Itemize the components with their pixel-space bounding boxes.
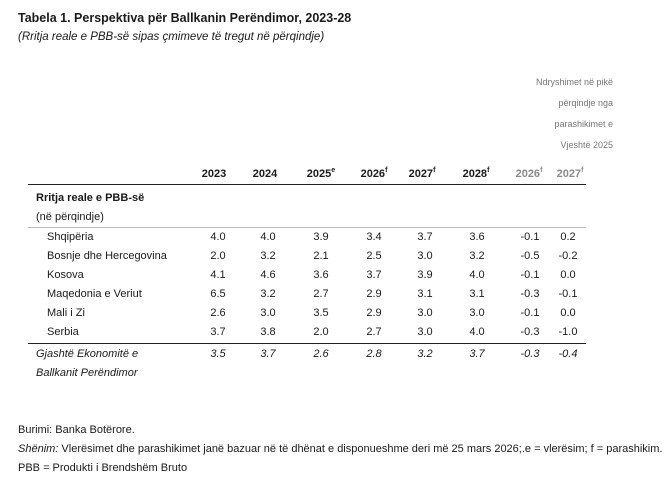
- table-cell: 4.0: [210, 231, 226, 243]
- table-cell: 3.0: [417, 326, 433, 338]
- table-cell: 3.7: [366, 269, 382, 281]
- section-rule: [28, 227, 586, 228]
- table-cell: 6.5: [210, 288, 226, 300]
- table-cell: 3.5: [313, 307, 329, 319]
- table-cell: 2.5: [366, 250, 382, 262]
- table-cell: -0.1: [520, 307, 540, 319]
- table-cell: 4.1: [210, 269, 226, 281]
- table-cell: 3.9: [417, 269, 433, 281]
- footnote-label: Shënim:: [18, 443, 59, 455]
- column-header-2026: [349, 167, 399, 180]
- header-rule: [28, 184, 586, 185]
- header-sup: f: [540, 167, 543, 174]
- table-cell: -0.1: [520, 231, 540, 243]
- header-sup: f: [581, 167, 584, 174]
- table-cell: 3.2: [260, 288, 276, 300]
- column-header-2025: [296, 167, 346, 180]
- section-title: Rritja reale e PBB-së: [36, 192, 145, 204]
- column-header-2028: [451, 167, 501, 180]
- table-cell: 3.2: [260, 250, 276, 262]
- column-header-2023: [189, 167, 239, 180]
- header-year: 2023: [201, 168, 227, 180]
- total-cell: -0.4: [558, 348, 578, 360]
- header-year: 2027: [556, 168, 582, 180]
- table-cell: 3.1: [469, 288, 485, 300]
- source-note: Burimi: Banka Botërore.: [18, 424, 135, 436]
- table-cell: 0.0: [560, 307, 576, 319]
- table-cell: -0.1: [520, 269, 540, 281]
- table-cell: 3.0: [417, 307, 433, 319]
- table-cell: 3.0: [260, 307, 276, 319]
- table-cell: 2.9: [366, 288, 382, 300]
- column-header-2027: [397, 167, 447, 180]
- total-label-line: Gjashtë Ekonomitë e: [36, 348, 139, 360]
- total-rule: [28, 343, 586, 344]
- change-note-line: parashikimet e: [554, 119, 613, 129]
- total-cell: 2.6: [313, 348, 329, 360]
- table-cell: -0.1: [558, 288, 578, 300]
- table-cell: 3.6: [313, 269, 329, 281]
- section-unit: (në përqindje): [36, 211, 104, 223]
- table-cell: 2.7: [366, 326, 382, 338]
- table-cell: 0.0: [560, 269, 576, 281]
- table-cell: 3.9: [313, 231, 329, 243]
- table-cell: 3.7: [210, 326, 226, 338]
- column-header-2024: [240, 167, 290, 180]
- table-cell: 3.1: [417, 288, 433, 300]
- header-year: 2028: [462, 168, 488, 180]
- table-cell: 3.8: [260, 326, 276, 338]
- table-title: Tabela 1. Perspektiva për Ballkanin Perëndimor, 2023-28: [18, 11, 352, 25]
- column-header-change-2027: [545, 167, 595, 180]
- total-cell: 3.2: [417, 348, 433, 360]
- row-label: Mali i Zi: [47, 307, 85, 319]
- change-note: [493, 72, 613, 156]
- table-cell: 2.0: [313, 326, 329, 338]
- table-cell: 2.7: [313, 288, 329, 300]
- header-sup: e: [331, 167, 336, 174]
- table-cell: 4.0: [469, 326, 485, 338]
- abbreviation-note: PBB = Produkti i Brendshëm Bruto: [18, 462, 188, 474]
- row-label: Bosnje dhe Hercegovina: [47, 250, 167, 262]
- total-cell: -0.3: [520, 348, 540, 360]
- row-label: Shqipëria: [47, 231, 94, 243]
- header-year: 2025: [306, 168, 332, 180]
- total-cell: 2.8: [366, 348, 382, 360]
- table-cell: -1.0: [558, 326, 578, 338]
- header-year: 2027: [408, 168, 434, 180]
- table-cell: 2.1: [313, 250, 329, 262]
- table-cell: 3.0: [417, 250, 433, 262]
- table-cell: -0.5: [520, 250, 540, 262]
- table-cell: 4.0: [260, 231, 276, 243]
- change-note-line: Ndryshimet në pikë: [535, 77, 613, 87]
- change-note-line: përqindje nga: [558, 98, 613, 108]
- table-cell: 0.2: [560, 231, 576, 243]
- footnote-text: Vlerësimet dhe parashikimet janë bazuar në të dhënat e disponueshme deri më 25 mars 2026;.e = vlerësim; f = parashikim.: [58, 443, 663, 455]
- table-subtitle: (Rritja reale e PBB-së sipas çmimeve të tregut në përqindje): [18, 31, 325, 43]
- table-cell: 3.4: [366, 231, 382, 243]
- table-cell: 2.0: [210, 250, 226, 262]
- table-cell: 4.0: [469, 269, 485, 281]
- table-cell: 3.7: [417, 231, 433, 243]
- table-cell: 3.6: [469, 231, 485, 243]
- header-sup: f: [487, 167, 490, 174]
- table-cell: 3.0: [469, 307, 485, 319]
- footnote: [18, 443, 662, 455]
- row-label: Serbia: [47, 326, 79, 338]
- row-label: Kosova: [47, 269, 84, 281]
- change-note-line: Vjeshtë 2025: [560, 140, 613, 150]
- table-cell: -0.3: [520, 288, 540, 300]
- header-sup: f: [385, 167, 388, 174]
- table-cell: -0.2: [558, 250, 578, 262]
- total-label-line: Ballkanit Perëndimor: [36, 367, 138, 379]
- header-year: 2026: [360, 168, 386, 180]
- table-cell: 2.9: [366, 307, 382, 319]
- table-cell: 3.2: [469, 250, 485, 262]
- total-cell: 3.7: [469, 348, 485, 360]
- total-cell: 3.7: [260, 348, 276, 360]
- total-cell: 3.5: [210, 348, 226, 360]
- header-year: 2024: [252, 168, 278, 180]
- row-label: Maqedonia e Veriut: [47, 288, 142, 300]
- table-cell: 2.6: [210, 307, 226, 319]
- table-cell: -0.3: [520, 326, 540, 338]
- header-sup: f: [433, 167, 436, 174]
- header-year: 2026: [515, 168, 541, 180]
- table-cell: 4.6: [260, 269, 276, 281]
